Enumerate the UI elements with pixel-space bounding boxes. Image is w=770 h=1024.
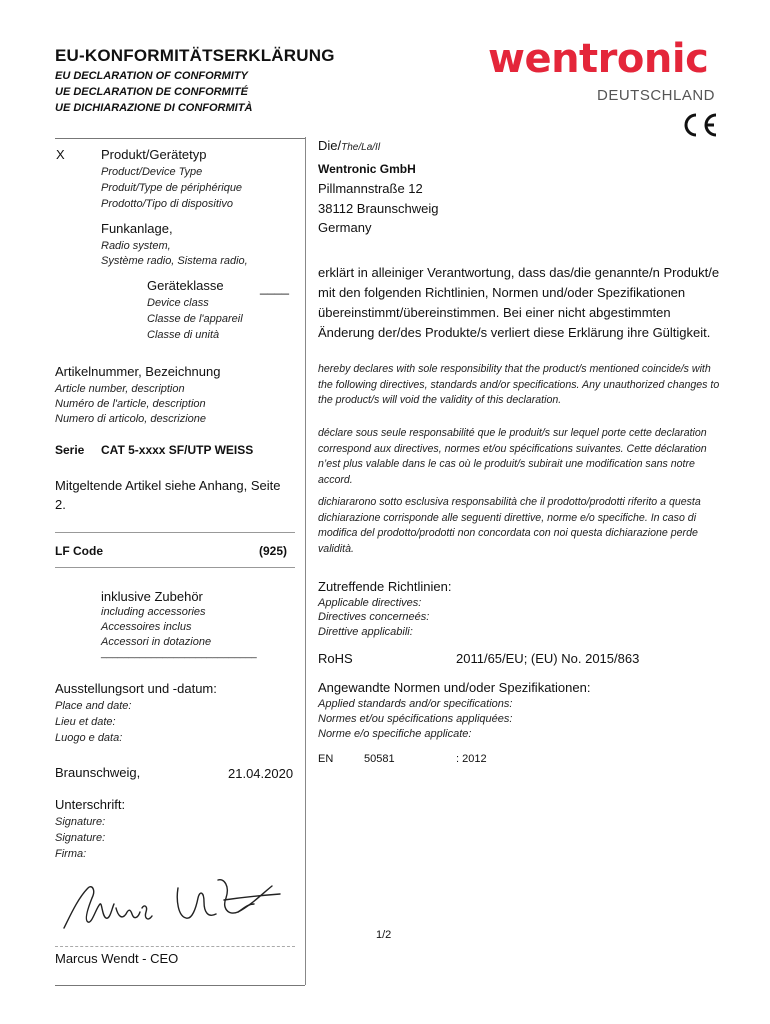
- device-class-value: ____: [260, 280, 289, 295]
- lf-top-rule: [55, 532, 295, 533]
- accessories-line: ____________________________: [101, 648, 257, 659]
- declaration-en: hereby declares with sole responsibility that the product/s mentioned coincide/s with the following directives, standards and/or specifications. Any unauthorized changes to the product/s will void the validity of this declaration.: [318, 363, 720, 406]
- lf-code-value: (925): [259, 544, 288, 558]
- declaration-fr: déclare sous seule responsabilité que le produit/s sur lequel porte cette declaration correspond aux directives, normes et/ou spécifications suivantes. Cette déclaration n’est plus valable dans le cas où le produit/s subirait une modification sans notre accord.: [318, 427, 707, 486]
- radio-system-en: Radio system,: [101, 240, 171, 252]
- die-label: [318, 136, 380, 155]
- standard-prefix: EN: [318, 753, 334, 765]
- die-label-translations: The/La/Il: [341, 142, 381, 153]
- issue-place: Braunschweig,: [55, 765, 141, 780]
- radio-system-de: Funkanlage,: [101, 221, 173, 236]
- left-top-rule: [55, 138, 305, 139]
- product-type-de: Produkt/Gerätetyp: [101, 147, 207, 162]
- accessories-fr: Accessoires inclus: [101, 621, 192, 633]
- subtitle-en: EU DECLARATION OF CONFORMITY: [55, 70, 248, 82]
- article-fr: Numéro de l'article, description: [55, 398, 206, 410]
- company-city: 38112 Braunschweig: [318, 201, 439, 216]
- issue-place-fr: Lieu et date:: [55, 716, 116, 728]
- serie-label: Serie: [55, 443, 85, 457]
- signature-de: Unterschrift:: [55, 797, 126, 812]
- signature-en: Signature:: [55, 816, 106, 828]
- product-type-en: Product/Device Type: [101, 166, 203, 178]
- rohs-value: 2011/65/EU; (EU) No. 2015/863: [456, 651, 640, 666]
- signature-fr: Signature:: [55, 832, 106, 844]
- company-name: Wentronic GmbH: [318, 162, 416, 176]
- lf-code-label: LF Code: [55, 544, 103, 558]
- company-country: Germany: [318, 220, 372, 235]
- directives-de: Zutreffende Richtlinien:: [318, 579, 452, 594]
- directives-fr: Directives concerneés:: [318, 611, 430, 623]
- issue-place-de: Ausstellungsort und -datum:: [55, 681, 217, 696]
- product-checkmark: X: [56, 147, 65, 162]
- article-it: Numero di articolo, descrizione: [55, 413, 207, 425]
- die-label-de: Die/: [318, 138, 342, 153]
- article-en: Article number, description: [55, 383, 185, 395]
- serie-value: CAT 5-xxxx SF/UTP WEISS: [101, 443, 254, 457]
- left-bottom-rule: [55, 985, 305, 986]
- standards-it: Norme e/o specifiche applicate:: [318, 728, 472, 740]
- company-logo: wentronic: [488, 36, 709, 82]
- standards-fr: Normes et/ou spécifications appliquées:: [318, 713, 513, 725]
- standard-number: 50581: [364, 753, 395, 765]
- column-divider: [305, 137, 306, 985]
- declaration-de: erklärt in alleiniger Verantwortung, dass das/die genannte/n Produkt/e mit den folgenden Richtlinien, Normen und/oder Spezifikationen übereinstimmt/übereinstimmen. Bei einer nicht abgestimmten Änderung der/des Produkte/s verliert diese Erklärung ihre Gültigkeit.: [318, 265, 720, 340]
- subtitle-fr: UE DECLARATION DE CONFORMITÉ: [55, 86, 248, 98]
- logo-country: DEUTSCHLAND: [597, 87, 716, 104]
- standard-year: : 2012: [456, 753, 487, 765]
- page-title: EU-KONFORMITÄTSERKLÄRUNG: [55, 46, 335, 65]
- device-class-fr: Classe de l'appareil: [147, 313, 243, 325]
- article-de: Artikelnummer, Bezeichnung: [55, 364, 221, 379]
- company-street: Pillmannstraße 12: [318, 181, 423, 196]
- standards-de: Angewandte Normen und/oder Spezifikationen:: [318, 680, 591, 695]
- handwritten-signature: [58, 868, 293, 945]
- signer-name: Marcus Wendt - CEO: [55, 951, 179, 966]
- device-class-en: Device class: [147, 297, 209, 309]
- accessories-de: inklusive Zubehör: [101, 589, 203, 604]
- device-class-it: Classe di unità: [147, 329, 220, 341]
- ce-mark: [679, 111, 719, 144]
- accessories-en: including accessories: [101, 606, 206, 618]
- issue-place-en: Place and date:: [55, 700, 132, 712]
- radio-system-fr-it: Système radio, Sistema radio,: [101, 255, 248, 267]
- directives-it: Direttive applicabili:: [318, 626, 413, 638]
- product-type-fr: Produit/Type de périphérique: [101, 182, 243, 194]
- page-number: 1/2: [376, 929, 392, 941]
- more-articles-note: Mitgeltende Artikel siehe Anhang, Seite 2.: [55, 478, 281, 512]
- subtitle-it: UE DICHIARAZIONE DI CONFORMITÀ: [55, 102, 253, 114]
- signature-line: [55, 946, 295, 947]
- rohs-label: RoHS: [318, 651, 353, 666]
- device-class-de: Geräteklasse: [147, 278, 224, 293]
- directives-en: Applicable directives:: [318, 597, 422, 609]
- signature-it: Firma:: [55, 848, 87, 860]
- accessories-it: Accessori in dotazione: [101, 636, 212, 648]
- issue-date: 21.04.2020: [228, 766, 294, 781]
- issue-place-it: Luogo e data:: [55, 732, 123, 744]
- lf-bottom-rule: [55, 567, 295, 568]
- declaration-it: dichiararono sotto esclusiva responsabilità che il prodotto/prodotti riferito a questa dichiarazione corrisponde alle seguenti direttive, norme e/o specifiche. In caso di modifica del prodotto/prodotti non concordata con noi questa dichiarazione perde validità.: [318, 496, 701, 555]
- standards-en: Applied standards and/or specifications:: [318, 698, 513, 710]
- product-type-it: Prodotto/Tipo di dispositivo: [101, 198, 233, 210]
